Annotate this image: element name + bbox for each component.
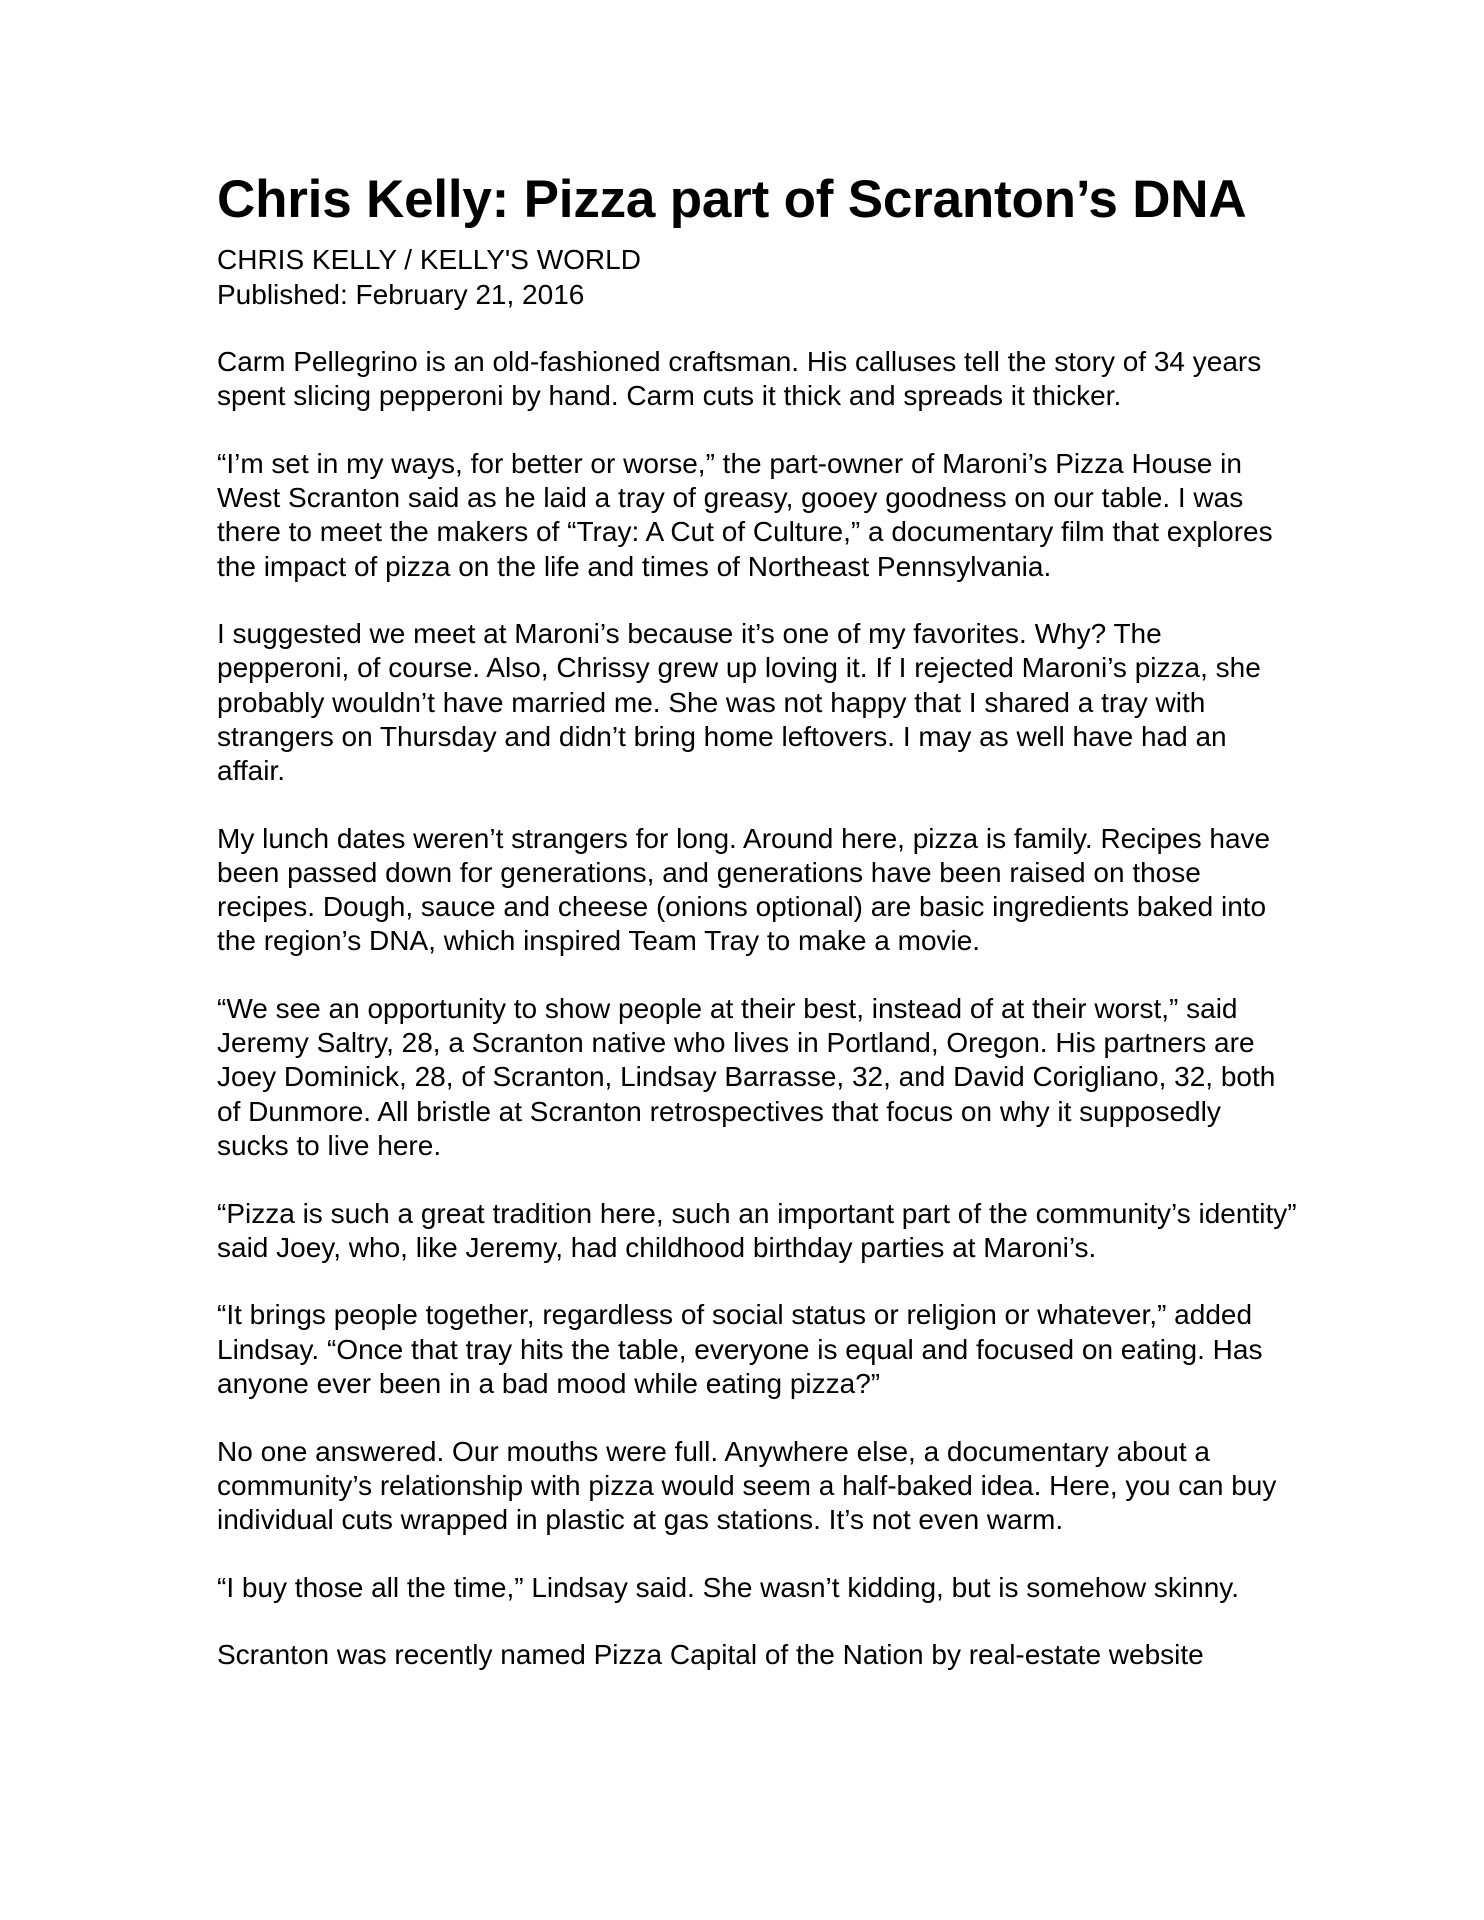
paragraph: My lunch dates weren’t strangers for long. Around here, pizza is family. Recipes have been passed down for generations, and generations have been raised on those recipes. Dough, sauce and cheese (onions optional) are basic ingredients baked into the region’s DNA, which inspired Team Tray to make a movie. (217, 822, 1271, 957)
article-body (217, 345, 1297, 1673)
paragraph: “I’m set in my ways, for better or worse,” the part-owner of Maroni’s Pizza House in West Scranton said as he laid a tray of greasy, gooey goodness on our table. I was there to meet the makers of “Tray: A Cut of Culture,” a documentary film that explores the impact of pizza on the life and times of Northeast Pennsylvania. (217, 447, 1273, 582)
paragraph: “We see an opportunity to show people at their best, instead of at their worst,” said Jeremy Saltry, 28, a Scranton native who lives in Portland, Oregon. His partners are Joey Dominick, 28, of Scranton, Lindsay Barrasse, 32, and David Corigliano, 32, both of Dunmore. All bristle at Scranton retrospectives that focus on why it supposedly sucks to live here. (217, 993, 1276, 1161)
article-page (217, 168, 1297, 1706)
article-headline: Chris Kelly: Pizza part of Scranton’s DNA (217, 170, 1247, 229)
paragraph: “Pizza is such a great tradition here, such an important part of the community’s identity” said Joey, who, like Jeremy, had childhood birthday parties at Maroni’s. (217, 1197, 1297, 1263)
paragraph: “It brings people together, regardless of social status or religion or whatever,” added Lindsay. “Once that tray hits the table, everyone is equal and focused on eating. Has anyone ever been in a bad mood while eating pizza?” (217, 1299, 1263, 1399)
paragraph: I suggested we meet at Maroni’s because it’s one of my favorites. Why? The pepperoni, of course. Also, Chrissy grew up loving it. If I rejected Maroni’s pizza, she probably wouldn’t have married me. She was not happy that I shared a tray with strangers on Thursday and didn’t bring home leftovers. I may as well have had an affair. (217, 618, 1261, 787)
paragraph: Carm Pellegrino is an old-fashioned craftsman. His calluses tell the story of 34 years spent slicing pepperoni by hand. Carm cuts it thick and spreads it thicker. (217, 346, 1262, 412)
paragraph: “I buy those all the time,” Lindsay said. She wasn’t kidding, but is somehow skinny. (217, 1571, 1239, 1603)
article-byline (217, 242, 1297, 312)
published-date: Published: February 21, 2016 (217, 279, 585, 310)
paragraph: Scranton was recently named Pizza Capital of the Nation by real-estate website (217, 1639, 1204, 1671)
author-line: CHRIS KELLY / KELLY'S WORLD (217, 244, 641, 275)
paragraph: No one answered. Our mouths were full. Anywhere else, a documentary about a community’s relationship with pizza would seem a half-baked idea. Here, you can buy individual cuts wrapped in plastic at gas stations. It’s not even warm. (217, 1435, 1277, 1535)
